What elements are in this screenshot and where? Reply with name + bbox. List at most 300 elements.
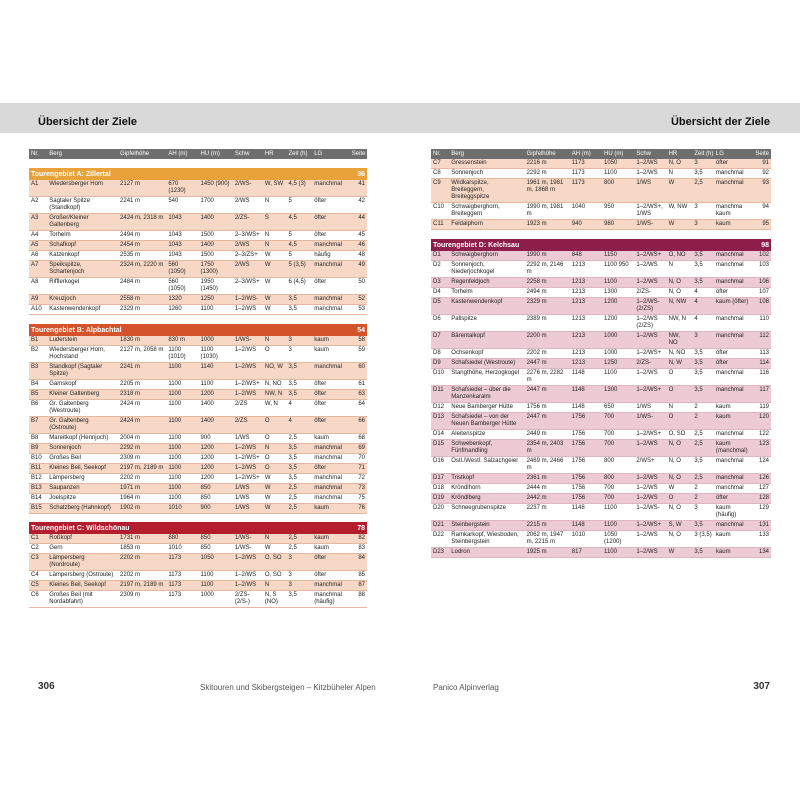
table-row: [431, 439, 771, 456]
table-cell: O, NO: [667, 251, 693, 261]
table-cell: Saupanzen: [47, 483, 118, 493]
table-cell: B15: [29, 503, 47, 513]
table-cell: B3: [29, 362, 47, 379]
table-cell: 848: [570, 251, 602, 261]
table-cell: 1173: [166, 571, 198, 581]
table-cell: C7: [431, 159, 449, 169]
table-cell: Gressenstein: [449, 159, 524, 169]
table-cell: 3 (3,5): [692, 530, 714, 547]
table-cell: 69: [350, 443, 367, 453]
table-cell: 70: [350, 453, 367, 463]
column-header: LG: [714, 149, 752, 159]
section-page: 54: [350, 324, 367, 336]
table-cell: 1400: [199, 416, 233, 433]
table-cell: 1200: [199, 389, 233, 399]
table-cell: 1731 m: [118, 534, 166, 544]
table-cell: 700: [602, 412, 634, 429]
table-cell: D11: [431, 385, 449, 402]
section-page: 36: [350, 168, 367, 180]
table-cell: Lämpersberg: [47, 473, 118, 483]
table-cell: 4: [692, 297, 714, 314]
table-cell: 1320: [166, 295, 198, 305]
table-cell: 1100: [199, 379, 233, 389]
table-cell: 1–2/WS: [233, 581, 263, 591]
table-cell: 3,5: [692, 169, 714, 179]
table-cell: N, O: [667, 473, 693, 483]
table-cell: 128: [752, 493, 771, 503]
table-cell: 950: [602, 203, 634, 220]
table-cell: 6 (4,5): [286, 278, 312, 295]
table-cell: N, O: [667, 503, 693, 520]
table-cell: 61: [350, 379, 367, 389]
table-cell: W: [263, 544, 287, 554]
table-cell: 1–2/WS: [233, 571, 263, 581]
table-cell: Schneegrubenspitze: [449, 503, 524, 520]
table-cell: kaum: [714, 412, 752, 429]
table-cell: N, O: [667, 439, 693, 456]
table-cell: 1756: [570, 493, 602, 503]
table-cell: 48: [350, 251, 367, 261]
table-cell: N, NO: [263, 379, 287, 389]
table-cell: 120: [752, 412, 771, 429]
table-cell: 4,5: [286, 214, 312, 231]
table-cell: W: [667, 547, 693, 557]
table-cell: 75: [350, 493, 367, 503]
table-cell: öfter: [312, 214, 350, 231]
table-cell: manchmal: [312, 473, 350, 483]
table-cell: 1050: [602, 159, 634, 169]
table-cell: 850: [199, 483, 233, 493]
table-cell: 1300: [602, 287, 634, 297]
table-cell: Schafsiedel – von der Neuen Bamberger Hütte: [449, 412, 524, 429]
table-cell: Kröndlberg: [449, 493, 524, 503]
table-cell: 87: [350, 581, 367, 591]
table-cell: 53: [350, 305, 367, 315]
table-cell: manchmal: [714, 260, 752, 277]
table-cell: 119: [752, 402, 771, 412]
table-cell: 110: [752, 314, 771, 331]
table-cell: manchmal: [714, 251, 752, 261]
table-cell: 540: [166, 197, 198, 214]
table-cell: öfter: [312, 416, 350, 433]
table-cell: 2309 m: [118, 591, 166, 608]
table-cell: 2447 m: [525, 358, 570, 368]
table-cell: Schafkopf: [47, 241, 118, 251]
table-cell: 1–2/WS: [634, 277, 666, 287]
table-cell: 800: [602, 179, 634, 203]
table-cell: D5: [431, 297, 449, 314]
table-cell: 1213: [570, 277, 602, 287]
table-row: [431, 297, 771, 314]
table-cell: Kröndlhorn: [449, 483, 524, 493]
table-cell: 2237 m: [525, 503, 570, 520]
table-cell: 1756: [570, 439, 602, 456]
table-cell: Neue Bamberger Hütte: [449, 402, 524, 412]
table-cell: 2/ZS: [233, 399, 263, 416]
table-cell: manchmal: [714, 520, 752, 530]
column-header: Schw: [634, 149, 666, 159]
table-cell: B1: [29, 336, 47, 346]
column-header: LG: [312, 149, 350, 159]
table-cell: 1213: [570, 331, 602, 348]
table-row: [29, 534, 367, 544]
table-cell: 84: [350, 554, 367, 571]
table-cell: 2361 m: [525, 473, 570, 483]
table-cell: 1100: [166, 483, 198, 493]
column-header: Seite: [351, 151, 366, 157]
table-cell: 2469 m, 2466 m: [525, 456, 570, 473]
table-cell: 72: [350, 473, 367, 483]
table-cell: 1140: [199, 362, 233, 379]
table-cell: 1–2/WS: [634, 439, 666, 456]
table-cell: 1–2/WS: [233, 362, 263, 379]
table-cell: O: [667, 412, 693, 429]
table-cell: 2–3/WS+: [233, 231, 263, 241]
table-cell: 1756: [570, 456, 602, 473]
table-cell: 2354 m, 2403 m: [525, 439, 570, 456]
table-cell: Kastenwendenkopf: [47, 305, 118, 315]
table-row: [29, 483, 367, 493]
table-cell: öfter: [312, 399, 350, 416]
table-cell: 41: [350, 180, 367, 197]
table-cell: NW, N: [667, 314, 693, 331]
table-cell: Pallspitze: [449, 314, 524, 331]
table-cell: 1/WS: [233, 493, 263, 503]
footer-book-title: Skitouren und Skibergsteigen – Kitzbüheler Alpen: [200, 683, 376, 692]
table-row: [29, 251, 367, 261]
table-cell: Ochsenkopf: [449, 348, 524, 358]
table-cell: 2: [692, 483, 714, 493]
table-cell: 5: [286, 231, 312, 241]
table-cell: S, W: [667, 520, 693, 530]
table-cell: W, SW: [263, 180, 287, 197]
table-row: [431, 483, 771, 493]
table-row: [431, 331, 771, 348]
table-cell: 1043: [166, 251, 198, 261]
table-cell: 1200: [602, 314, 634, 331]
table-cell: C10: [431, 203, 449, 220]
table-cell: 1200: [199, 453, 233, 463]
table-cell: 2197 m, 2189 m: [118, 463, 166, 473]
table-cell: 112: [752, 331, 771, 348]
table-cell: B9: [29, 443, 47, 453]
table-cell: 1000: [602, 348, 634, 358]
table-cell: O: [263, 453, 287, 463]
table-cell: 1150: [602, 251, 634, 261]
table-cell: 52: [350, 295, 367, 305]
table-cell: 2,5: [286, 544, 312, 554]
table-cell: 1–2/WS+, 1/WS: [634, 203, 666, 220]
table-cell: 1010: [166, 544, 198, 554]
table-cell: 1010: [570, 530, 602, 547]
table-row: [29, 493, 367, 503]
table-cell: W: [667, 220, 693, 230]
table-cell: 1/WS: [233, 503, 263, 513]
table-cell: 940: [570, 220, 602, 230]
table-row: [29, 231, 367, 241]
table-cell: Sagtaler Spitze (Standkopf): [47, 197, 118, 214]
table-cell: NW, NO: [667, 331, 693, 348]
table-cell: kaum: [312, 336, 350, 346]
table-cell: 50: [350, 278, 367, 295]
table-cell: N, O: [667, 456, 693, 473]
column-header: Gipfelhöhe: [118, 149, 166, 159]
column-header: Gipfelhöhe: [525, 149, 570, 159]
table-cell: 107: [752, 287, 771, 297]
table-cell: manchmal: [312, 295, 350, 305]
table-cell: manchmal: [714, 179, 752, 203]
table-row: [29, 399, 367, 416]
table-cell: manchmal: [312, 453, 350, 463]
table-cell: 3,5: [692, 385, 714, 402]
table-cell: Standkopf (Sagtaler Spitze): [47, 362, 118, 379]
table-cell: 1964 m: [118, 493, 166, 503]
table-cell: D1: [431, 251, 449, 261]
table-cell: 1961 m, 1981 m, 1868 m: [525, 179, 570, 203]
table-cell: Gamskopf: [47, 379, 118, 389]
table-cell: 92: [752, 169, 771, 179]
table-cell: 60: [350, 362, 367, 379]
table-cell: 3,5: [692, 348, 714, 358]
table-cell: manchmal: [714, 331, 752, 348]
table-cell: öfter: [312, 554, 350, 571]
table-row: [431, 473, 771, 483]
table-cell: 2,5: [692, 473, 714, 483]
table-cell: 1–2/WS: [233, 443, 263, 453]
table-cell: 800: [602, 473, 634, 483]
table-cell: 2197 m, 2189 m: [118, 581, 166, 591]
table-cell: 3,5: [286, 453, 312, 463]
table-cell: B2: [29, 345, 47, 362]
table-row: [431, 456, 771, 473]
table-cell: 2/ZS-: [634, 287, 666, 297]
table-cell: 1213: [570, 287, 602, 297]
table-cell: 2202 m: [525, 348, 570, 358]
table-cell: manchmal: [714, 483, 752, 493]
table-row: [29, 571, 367, 581]
table-cell: N: [667, 402, 693, 412]
table-cell: 1200: [199, 443, 233, 453]
table-row: [29, 591, 367, 608]
table-cell: manchmal (häufig): [312, 591, 350, 608]
table-cell: W: [667, 483, 693, 493]
table-cell: Wiedersberger Horn: [47, 180, 118, 197]
column-header: HR: [667, 149, 693, 159]
table-cell: 1–2/WS+: [634, 520, 666, 530]
table-cell: 4,5 (3): [286, 180, 312, 197]
table-cell: O: [263, 463, 287, 473]
table-cell: 2/WS: [233, 241, 263, 251]
table-cell: manchmal: [312, 362, 350, 379]
table-cell: 1–2/WS+: [634, 385, 666, 402]
table-cell: 1–2/WS: [233, 389, 263, 399]
table-cell: N: [263, 241, 287, 251]
table-cell: 1100: [602, 520, 634, 530]
table-cell: 1148: [570, 503, 602, 520]
table-cell: 1250: [602, 358, 634, 368]
table-cell: C5: [29, 581, 47, 591]
table-cell: manchmal: [312, 261, 350, 278]
table-cell: 68: [350, 433, 367, 443]
table-cell: 1990 m, 1981 m: [525, 203, 570, 220]
table-cell: 85: [350, 571, 367, 581]
table-row: [29, 443, 367, 453]
table-cell: 1100: [199, 581, 233, 591]
table-cell: W: [263, 278, 287, 295]
table-cell: D12: [431, 402, 449, 412]
table-cell: Joelspitze: [47, 493, 118, 503]
table-cell: 4: [692, 287, 714, 297]
table-row: [29, 554, 367, 571]
table-cell: NW, N: [263, 389, 287, 399]
table-cell: öfter: [714, 493, 752, 503]
table-cell: 1756: [570, 429, 602, 439]
table-cell: 127: [752, 483, 771, 493]
table-cell: 1–2/WS- (2/ZS): [634, 297, 666, 314]
table-cell: 1000: [199, 591, 233, 608]
table-cell: 1100: [602, 368, 634, 385]
table-row: [431, 503, 771, 520]
table-cell: 2444 m: [525, 483, 570, 493]
table-cell: 106: [752, 277, 771, 287]
table-cell: 2258 m: [525, 277, 570, 287]
table-cell: 1173: [166, 581, 198, 591]
table-cell: 2447 m: [525, 412, 570, 429]
table-cell: 88: [350, 591, 367, 608]
table-cell: manchmal: [312, 483, 350, 493]
table-cell: 91: [752, 159, 771, 169]
table-cell: 700: [602, 429, 634, 439]
table-cell: kaum: [312, 433, 350, 443]
table-cell: N, NW: [667, 297, 693, 314]
table-cell: 3: [286, 554, 312, 571]
table-cell: 2–3/WS+: [233, 278, 263, 295]
table-cell: Stangthöhe, Herzogkogel: [449, 368, 524, 385]
table-cell: kaum: [312, 534, 350, 544]
table-cell: 1–2/WS: [634, 368, 666, 385]
table-cell: C11: [431, 220, 449, 230]
table-cell: 102: [752, 251, 771, 261]
table-cell: manchmal: [312, 180, 350, 197]
table-cell: Großes Beil (mit Nordabfahrt): [47, 591, 118, 608]
table-cell: B12: [29, 473, 47, 483]
table-cell: 2215 m: [525, 520, 570, 530]
table-cell: 1971 m: [118, 483, 166, 493]
table-cell: 1173: [570, 169, 602, 179]
table-cell: W: [263, 473, 287, 483]
table-cell: Schwebenkopf, Fünfmandling: [449, 439, 524, 456]
table-cell: 1902 m: [118, 503, 166, 513]
table-cell: 114: [752, 358, 771, 368]
table-cell: Sonnenjoch, Niederjochkogel: [449, 260, 524, 277]
table-cell: kaum: [312, 345, 350, 362]
section-title: Tourengebiet D: Kelchsau: [431, 239, 752, 251]
table-cell: 1050: [199, 554, 233, 571]
table-cell: 64: [350, 399, 367, 416]
table-cell: 1400: [199, 241, 233, 251]
table-cell: 1260: [166, 305, 198, 315]
table-cell: 1148: [570, 402, 602, 412]
table-cell: D17: [431, 473, 449, 483]
table-cell: 1100: [166, 473, 198, 483]
table-cell: 2004 m: [118, 433, 166, 443]
table-cell: B10: [29, 453, 47, 463]
table-cell: 82: [350, 534, 367, 544]
table-cell: 2535 m: [118, 251, 166, 261]
table-cell: 5: [286, 197, 312, 214]
table-cell: 3,5: [692, 277, 714, 287]
table-cell: manchmal: [714, 368, 752, 385]
table-cell: 800: [602, 456, 634, 473]
table-cell: 2062 m, 1947 m, 2215 m: [525, 530, 570, 547]
table-cell: 2241 m: [118, 362, 166, 379]
table-cell: Kastenwendenkopf: [449, 297, 524, 314]
table-cell: A4: [29, 231, 47, 241]
table-cell: 2/WS: [233, 197, 263, 214]
table-cell: Aleitenspitze: [449, 429, 524, 439]
table-cell: 700: [602, 493, 634, 503]
table-cell: 2494 m: [118, 231, 166, 241]
table-cell: C1: [29, 534, 47, 544]
table-cell: 3: [692, 220, 714, 230]
table-cell: B8: [29, 433, 47, 443]
table-cell: manchmal: [714, 473, 752, 483]
table-cell: 1–2/WS: [634, 159, 666, 169]
table-cell: manchmal: [714, 456, 752, 473]
table-cell: O: [667, 368, 693, 385]
table-cell: 1213: [570, 297, 602, 314]
table-row: [29, 544, 367, 554]
table-cell: D14: [431, 429, 449, 439]
table-cell: D19: [431, 493, 449, 503]
table-cell: N, O: [667, 159, 693, 169]
table-row: [431, 385, 771, 402]
table-cell: öfter: [714, 287, 752, 297]
table-cell: 1173: [166, 554, 198, 571]
table-cell: kaum: [714, 530, 752, 547]
table-cell: Feldalphorn: [449, 220, 524, 230]
table-cell: 4,5: [286, 241, 312, 251]
section-title: Tourengebiet B: Alpbachtal: [29, 324, 350, 336]
table-cell: W, N: [263, 399, 287, 416]
table-cell: 2202 m: [118, 473, 166, 483]
column-header: AH (m): [570, 149, 602, 159]
table-row: [29, 214, 367, 231]
table-cell: 2/ZS: [233, 416, 263, 433]
table-cell: A2: [29, 197, 47, 214]
table-cell: 2202 m: [118, 554, 166, 571]
table-cell: C4: [29, 571, 47, 581]
table-cell: 3,5: [286, 443, 312, 453]
table-cell: 2454 m: [118, 241, 166, 251]
table-row: [29, 305, 367, 315]
table-cell: 1/WS-: [634, 220, 666, 230]
table-cell: häufig: [312, 251, 350, 261]
table-cell: 76: [350, 503, 367, 513]
table-cell: 2/ZS-: [233, 214, 263, 231]
table-cell: 2/WS: [233, 261, 263, 278]
table-cell: B4: [29, 379, 47, 389]
table-cell: 2292 m, 2146 m: [525, 260, 570, 277]
table-cell: 134: [752, 547, 771, 557]
table-cell: 830 m: [166, 336, 198, 346]
table-cell: W: [263, 503, 287, 513]
table-cell: kaum: [714, 220, 752, 230]
table-row: [431, 348, 771, 358]
table-cell: 670 (1230): [166, 180, 198, 197]
table-cell: 1100: [166, 362, 198, 379]
table-cell: 3: [286, 336, 312, 346]
